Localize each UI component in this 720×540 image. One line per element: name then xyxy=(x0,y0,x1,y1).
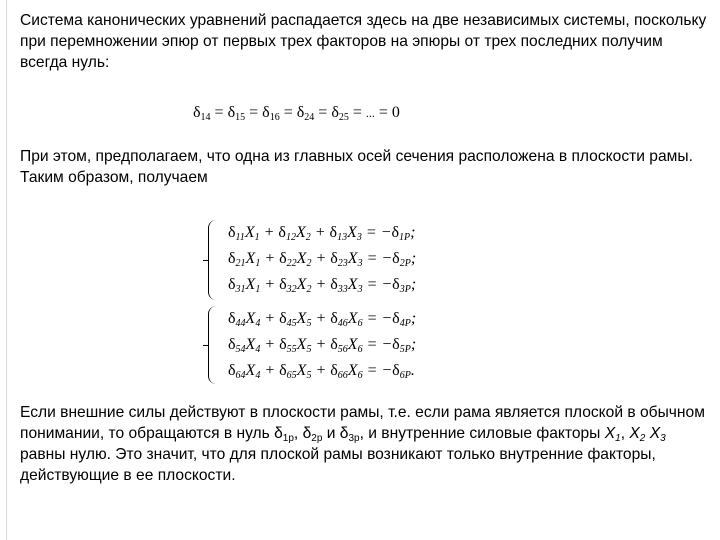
factor-x3: $X_3$ xyxy=(649,425,666,444)
conclusion-text-2: , и внутренние силовые факторы xyxy=(359,425,605,442)
system1-row-3: $\delta_{31}X_1 + \delta_{32}X_2 + \delta_{33}X_3 = -\delta_{3P}$; xyxy=(228,276,417,295)
intro-paragraph: Система канонических уравнений распадается здесь на две независимых системы, поскольку при перемножении эпюр от первых трех факторов на эпюры от трех последних получим всегда нуль: xyxy=(20,12,707,71)
factor-x1: $X_1$ xyxy=(604,425,621,444)
equation-system-1 xyxy=(208,220,417,300)
left-brace xyxy=(208,220,219,300)
separator: и xyxy=(322,425,340,442)
equation-system-2 xyxy=(208,306,417,384)
delta-3p: $\delta_{3p}$ xyxy=(339,425,360,444)
zero-equation: $\delta_{14} = \delta_{15} = \delta_{16} = \delta_{24} = \delta_{25}$ = ... = 0 xyxy=(193,104,400,123)
separator: , xyxy=(293,425,303,442)
assumption-text: При этом, предполагаем, что одна из главных осей сечения расположена в плоскости рамы. xyxy=(20,148,693,165)
page-border xyxy=(6,0,7,540)
left-brace xyxy=(208,306,219,384)
factor-x2: $X_2$ xyxy=(629,425,646,444)
separator: , xyxy=(620,425,630,442)
system1-row-1: $\delta_{11}X_1 + \delta_{12}X_2 + \delta_{13}X_3 = -\delta_{1P}$; xyxy=(228,224,416,243)
delta-2p: $\delta_{2p}$ xyxy=(302,425,323,444)
system2-row-1: $\delta_{44}X_4 + \delta_{45}X_5 + \delta_{46}X_6 = -\delta_{4P}$; xyxy=(228,310,417,329)
assumption-paragraph xyxy=(20,146,710,188)
conclusion-paragraph xyxy=(20,402,710,486)
system2-row-3: $\delta_{64}X_4 + \delta_{65}X_5 + \delta_{66}X_6 = -\delta_{6P}$. xyxy=(228,362,415,381)
system2-row-2: $\delta_{54}X_4 + \delta_{55}X_5 + \delta_{56}X_6 = -\delta_{5P}$; xyxy=(228,336,417,355)
conclusion-text-3: равны нулю. Это значит, что для плоской рамы возникают только внутренние факторы, действующие в ее плоскости. xyxy=(20,446,656,484)
lead-text: Таким образом, получаем xyxy=(20,169,208,186)
system1-row-2: $\delta_{21}X_1 + \delta_{22}X_2 + \delta_{23}X_3 = -\delta_{2P}$; xyxy=(228,250,417,269)
conclusion-text-1: Если внешние силы действуют в плоскости рамы, т.е. если рама является плоской в обычном понимании, то обращаются в нуль xyxy=(20,404,705,442)
delta-1p: $\delta_{1p}$ xyxy=(274,425,294,444)
